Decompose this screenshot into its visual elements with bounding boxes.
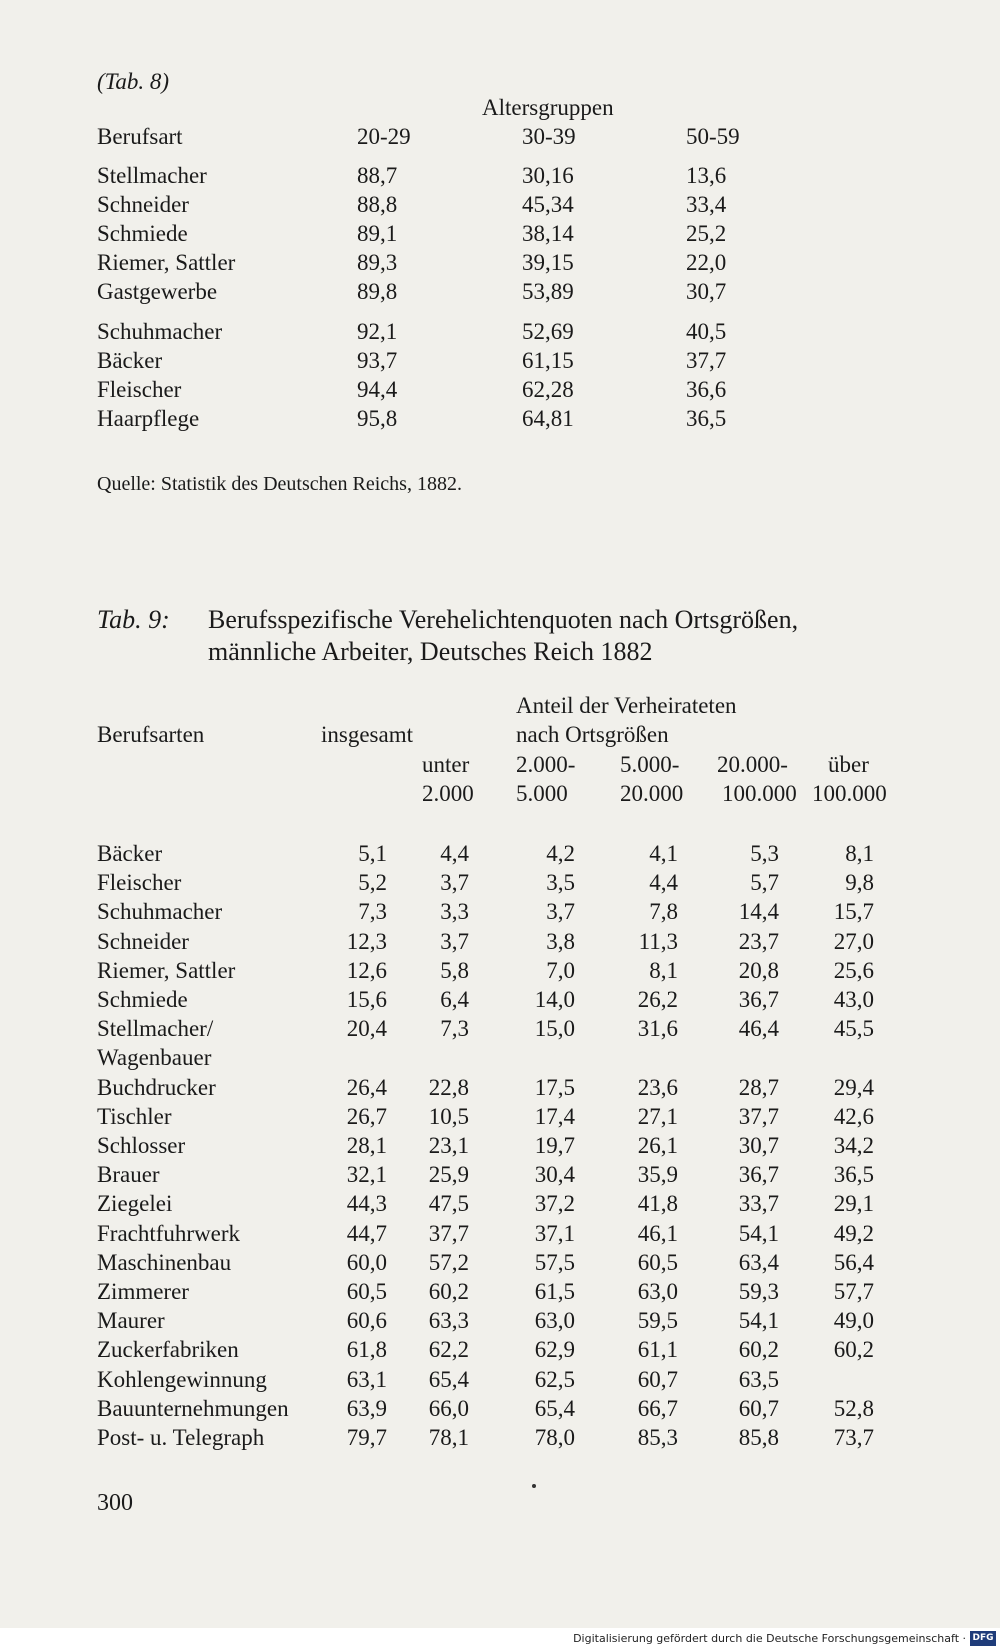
tab9-cell: 14,0 bbox=[534, 987, 575, 1012]
tab8-cell: 94,4 bbox=[357, 377, 398, 402]
tab9-cell: 14,4 bbox=[738, 899, 779, 924]
tab9-row-label: Bauunternehmungen bbox=[97, 1396, 289, 1421]
tab9-row-label: Schuhmacher bbox=[97, 899, 223, 924]
tab9-cell: 12,3 bbox=[346, 929, 387, 954]
tab9-cell: 26,2 bbox=[637, 987, 678, 1012]
tab9-cell: 78,1 bbox=[428, 1425, 469, 1450]
tab9-cell: 61,5 bbox=[534, 1279, 575, 1304]
tab9-row-label: Zuckerfabriken bbox=[97, 1337, 239, 1362]
tab9-cell: 3,7 bbox=[546, 899, 575, 924]
tab9-cell: 63,4 bbox=[738, 1250, 779, 1275]
tab9-row-label: Fleischer bbox=[97, 870, 182, 895]
tab9-cell: 27,0 bbox=[833, 929, 874, 954]
tab8-cell: 88,8 bbox=[357, 192, 398, 217]
tab8-cell: 45,34 bbox=[522, 192, 574, 217]
tab9-cell: 60,2 bbox=[428, 1279, 469, 1304]
tab9-cell: 5,8 bbox=[440, 958, 469, 983]
tab9-cell: 35,9 bbox=[637, 1162, 678, 1187]
tab9-cell: 5,7 bbox=[750, 870, 779, 895]
tab9-cell: 28,7 bbox=[738, 1075, 779, 1100]
tab9-cell: 15,6 bbox=[346, 987, 387, 1012]
tab9-row-label: Stellmacher/ bbox=[97, 1016, 214, 1041]
tab9-cell: 62,2 bbox=[428, 1337, 469, 1362]
tab9-cell: 25,9 bbox=[428, 1162, 469, 1187]
tab8-cell: 13,6 bbox=[686, 163, 727, 188]
tab9-cell: 6,4 bbox=[440, 987, 469, 1012]
tab9-cell: 65,4 bbox=[534, 1396, 575, 1421]
tab9-header-5000: 5.000 bbox=[516, 781, 568, 806]
tab9-cell: 3,7 bbox=[440, 929, 469, 954]
tab9-cell: 66,0 bbox=[428, 1396, 469, 1421]
tab8-header-50-59: 50-59 bbox=[686, 124, 740, 149]
tab9-cell: 60,7 bbox=[738, 1396, 779, 1421]
tab9-cell: 29,1 bbox=[833, 1191, 874, 1216]
tab8-cell: 89,3 bbox=[357, 250, 398, 275]
tab9-row-label: Maschinenbau bbox=[97, 1250, 232, 1275]
tab9-cell: 4,1 bbox=[649, 841, 678, 866]
tab9-cell: 63,1 bbox=[346, 1367, 387, 1392]
tab9-cell: 59,3 bbox=[738, 1279, 779, 1304]
tab9-title-line2: männliche Arbeiter, Deutsches Reich 1882 bbox=[208, 637, 653, 666]
tab9-cell: 15,0 bbox=[534, 1016, 575, 1041]
tab9-cell: 7,8 bbox=[649, 899, 678, 924]
tab9-cell: 44,3 bbox=[346, 1191, 387, 1216]
tab9-cell: 37,7 bbox=[428, 1221, 469, 1246]
tab9-cell: 42,6 bbox=[833, 1104, 874, 1129]
tab9-cell: 19,7 bbox=[534, 1133, 575, 1158]
tab9-cell: 60,5 bbox=[637, 1250, 678, 1275]
tab9-cell: 60,2 bbox=[738, 1337, 779, 1362]
tab8-cell: 30,7 bbox=[686, 279, 727, 304]
tab8-cell: 25,2 bbox=[686, 221, 727, 246]
tab8-row-label: Stellmacher bbox=[97, 163, 207, 188]
tab9-cell: 37,1 bbox=[534, 1221, 575, 1246]
tab8-row-label: Fleischer bbox=[97, 377, 182, 402]
tab9-cell: 63,0 bbox=[637, 1279, 678, 1304]
tab9-row-label: Tischler bbox=[97, 1104, 172, 1129]
tab9-label: Tab. 9: bbox=[97, 605, 170, 634]
tab9-header-ueber-100000: 100.000 bbox=[812, 781, 887, 806]
tab9-cell: 47,5 bbox=[428, 1191, 469, 1216]
tab9-cell: 85,8 bbox=[738, 1425, 779, 1450]
tab9-cell: 63,0 bbox=[534, 1308, 575, 1333]
tab9-cell: 23,7 bbox=[738, 929, 779, 954]
tab9-group-header-line1: Anteil der Verheirateten bbox=[516, 693, 737, 718]
tab9-row-label: Buchdrucker bbox=[97, 1075, 216, 1100]
tab8-cell: 36,5 bbox=[686, 406, 727, 431]
tab9-cell: 3,3 bbox=[440, 899, 469, 924]
tab9-cell: 46,1 bbox=[637, 1221, 678, 1246]
tab9-cell: 22,8 bbox=[428, 1075, 469, 1100]
tab9-cell: 5,1 bbox=[358, 841, 387, 866]
tab9-cell: 60,6 bbox=[346, 1308, 387, 1333]
tab9-row-label: Wagenbauer bbox=[97, 1045, 212, 1070]
tab9-cell: 59,5 bbox=[637, 1308, 678, 1333]
tab9-cell: 57,7 bbox=[833, 1279, 874, 1304]
page-mark bbox=[532, 1484, 536, 1488]
tab9-cell: 17,4 bbox=[534, 1104, 575, 1129]
tab9-title-line1: Berufsspezifische Verehelichtenquoten nach Ortsgrößen, bbox=[208, 605, 799, 634]
tab9-header-berufsarten: Berufsarten bbox=[97, 722, 205, 747]
tab9-cell: 66,7 bbox=[637, 1396, 678, 1421]
tab9-cell: 36,7 bbox=[738, 987, 779, 1012]
tab8-cell: 40,5 bbox=[686, 319, 727, 344]
tab9-cell: 57,5 bbox=[534, 1250, 575, 1275]
tab9-cell: 43,0 bbox=[833, 987, 874, 1012]
tab9-cell: 60,7 bbox=[637, 1367, 678, 1392]
tab8-cell: 39,15 bbox=[522, 250, 574, 275]
footer-bar bbox=[0, 1628, 1000, 1651]
tab9-row-label: Schneider bbox=[97, 929, 189, 954]
tab9-row-label: Brauer bbox=[97, 1162, 160, 1187]
tab9-cell: 63,5 bbox=[738, 1367, 779, 1392]
tab8-cell: 37,7 bbox=[686, 348, 727, 373]
tab8-row-label: Schuhmacher bbox=[97, 319, 223, 344]
tab9-cell: 56,4 bbox=[833, 1250, 874, 1275]
tab9-cell: 17,5 bbox=[534, 1075, 575, 1100]
tab9-cell: 79,7 bbox=[346, 1425, 387, 1450]
tab9-row-label: Maurer bbox=[97, 1308, 165, 1333]
tab9-header-insgesamt: insgesamt bbox=[321, 722, 413, 747]
tab9-cell: 27,1 bbox=[637, 1104, 678, 1129]
tab9-cell: 7,3 bbox=[440, 1016, 469, 1041]
tab8-row-label: Schneider bbox=[97, 192, 189, 217]
tab8-header-berufsart: Berufsart bbox=[97, 124, 183, 149]
tab9-cell: 20,8 bbox=[738, 958, 779, 983]
tab9-cell: 62,9 bbox=[534, 1337, 575, 1362]
tab9-cell: 4,4 bbox=[649, 870, 678, 895]
tab9-row-label: Schlosser bbox=[97, 1133, 186, 1158]
tab9-cell: 30,7 bbox=[738, 1133, 779, 1158]
tab8-cell: 93,7 bbox=[357, 348, 398, 373]
tab8-cell: 38,14 bbox=[522, 221, 574, 246]
tab9-cell: 85,3 bbox=[637, 1425, 678, 1450]
tab8-cell: 89,8 bbox=[357, 279, 398, 304]
tab9-header-20000-from: 20.000- bbox=[717, 752, 788, 777]
tab8-cell: 89,1 bbox=[357, 221, 398, 246]
tab9-row-label: Riemer, Sattler bbox=[97, 958, 236, 983]
tab9-row-label: Post- u. Telegraph bbox=[97, 1425, 265, 1450]
tab9-header-2000: 2.000- bbox=[516, 752, 576, 777]
tab8-cell: 30,16 bbox=[522, 163, 574, 188]
tab9-cell: 36,7 bbox=[738, 1162, 779, 1187]
tab9-cell: 7,0 bbox=[546, 958, 575, 983]
tab9-cell: 49,2 bbox=[833, 1221, 874, 1246]
tab9-cell: 25,6 bbox=[833, 958, 874, 983]
tab8-cell: 36,6 bbox=[686, 377, 727, 402]
tab9-cell: 23,1 bbox=[428, 1133, 469, 1158]
tab9-cell: 37,7 bbox=[738, 1104, 779, 1129]
tab9-header-unter: unter bbox=[422, 752, 470, 777]
tab8-row-label: Riemer, Sattler bbox=[97, 250, 236, 275]
tab9-cell: 34,2 bbox=[833, 1133, 874, 1158]
tab8-header-30-39: 30-39 bbox=[522, 124, 576, 149]
tab9-cell: 46,4 bbox=[738, 1016, 779, 1041]
tab8-cell: 64,81 bbox=[522, 406, 574, 431]
footer-text: Digitalisierung gefördert durch die Deutsche Forschungsgemeinschaft · bbox=[573, 1632, 966, 1645]
tab9-cell: 11,3 bbox=[638, 929, 678, 954]
dfg-logo-icon: DFG bbox=[970, 1631, 996, 1646]
tab9-row-label: Schmiede bbox=[97, 987, 188, 1012]
tab9-row-label: Bäcker bbox=[97, 841, 163, 866]
tab9-cell: 23,6 bbox=[637, 1075, 678, 1100]
tab9-cell: 61,8 bbox=[346, 1337, 387, 1362]
tab9-cell: 54,1 bbox=[738, 1221, 779, 1246]
tab9-header-20000: 20.000 bbox=[620, 781, 684, 806]
tab8-group-header: Altersgruppen bbox=[482, 95, 614, 120]
tab9-cell: 78,0 bbox=[534, 1425, 575, 1450]
tab8-cell: 53,89 bbox=[522, 279, 574, 304]
tab9-row-label: Kohlengewinnung bbox=[97, 1367, 267, 1392]
tab8-cell: 22,0 bbox=[686, 250, 727, 275]
tab9-cell: 65,4 bbox=[428, 1367, 469, 1392]
tab8-cell: 88,7 bbox=[357, 163, 398, 188]
tab8-cell: 92,1 bbox=[357, 319, 398, 344]
tab9-header-100000: 100.000 bbox=[722, 781, 797, 806]
tab9-row-label: Frachtfuhrwerk bbox=[97, 1221, 241, 1246]
tab8-cell: 52,69 bbox=[522, 319, 574, 344]
tab9-cell: 7,3 bbox=[358, 899, 387, 924]
tab9-cell: 30,4 bbox=[534, 1162, 575, 1187]
tab9-cell: 5,2 bbox=[358, 870, 387, 895]
tab9-row-label: Zimmerer bbox=[97, 1279, 189, 1304]
page-number: 300 bbox=[97, 1490, 133, 1516]
tab9-cell: 26,1 bbox=[637, 1133, 678, 1158]
tab9-row-label: Ziegelei bbox=[97, 1191, 173, 1216]
tab9-cell: 26,4 bbox=[346, 1075, 387, 1100]
tab8-row-label: Haarpflege bbox=[97, 406, 200, 431]
tab9-cell: 31,6 bbox=[637, 1016, 678, 1041]
tab9-cell: 8,1 bbox=[845, 841, 874, 866]
tab8-cell: 33,4 bbox=[686, 192, 727, 217]
tab9-cell: 45,5 bbox=[833, 1016, 874, 1041]
tab9-cell: 41,8 bbox=[637, 1191, 678, 1216]
tab8-source: Quelle: Statistik des Deutschen Reichs, 1882. bbox=[97, 473, 462, 495]
tab9-cell: 36,5 bbox=[833, 1162, 874, 1187]
tab9-cell: 73,7 bbox=[833, 1425, 874, 1450]
tab9-cell: 54,1 bbox=[738, 1308, 779, 1333]
tab9-cell: 60,5 bbox=[346, 1279, 387, 1304]
tab9-header-5000-from: 5.000- bbox=[620, 752, 680, 777]
tab9-cell: 61,1 bbox=[637, 1337, 678, 1362]
tab9-cell: 37,2 bbox=[534, 1191, 575, 1216]
tab9-cell: 60,2 bbox=[833, 1337, 874, 1362]
tab9-cell: 63,9 bbox=[346, 1396, 387, 1421]
tab9-cell: 15,7 bbox=[833, 899, 874, 924]
tab9-cell: 10,5 bbox=[428, 1104, 469, 1129]
tab9-cell: 49,0 bbox=[833, 1308, 874, 1333]
tab9-cell: 4,2 bbox=[546, 841, 575, 866]
tab8-header-20-29: 20-29 bbox=[357, 124, 411, 149]
tab9-cell: 3,5 bbox=[546, 870, 575, 895]
tab9-cell: 8,1 bbox=[649, 958, 678, 983]
tab8-row-label: Schmiede bbox=[97, 221, 188, 246]
tab9-cell: 3,8 bbox=[546, 929, 575, 954]
tab9-cell: 62,5 bbox=[534, 1367, 575, 1392]
tab9-cell: 57,2 bbox=[428, 1250, 469, 1275]
tab9-cell: 52,8 bbox=[833, 1396, 874, 1421]
tab9-cell: 4,4 bbox=[440, 841, 469, 866]
tab9-header-ueber: über bbox=[828, 752, 869, 777]
tab9-cell: 44,7 bbox=[346, 1221, 387, 1246]
tab9-cell: 3,7 bbox=[440, 870, 469, 895]
tab9-header-unter-value: 2.000 bbox=[422, 781, 474, 806]
tab8-label: (Tab. 8) bbox=[97, 69, 169, 94]
tab9-cell: 32,1 bbox=[346, 1162, 387, 1187]
tab9-group-header-line2: nach Ortsgrößen bbox=[516, 722, 669, 747]
tab9-cell: 20,4 bbox=[346, 1016, 387, 1041]
tab9-cell: 9,8 bbox=[845, 870, 874, 895]
tab9-cell: 29,4 bbox=[833, 1075, 874, 1100]
tab9-cell: 5,3 bbox=[750, 841, 779, 866]
tab9-cell: 33,7 bbox=[738, 1191, 779, 1216]
tab8-row-label: Bäcker bbox=[97, 348, 163, 373]
tab8-cell: 61,15 bbox=[522, 348, 574, 373]
tab8-row-label: Gastgewerbe bbox=[97, 279, 218, 304]
tab9-cell: 12,6 bbox=[346, 958, 387, 983]
tab8-cell: 62,28 bbox=[522, 377, 574, 402]
tab9-cell: 26,7 bbox=[346, 1104, 387, 1129]
tab9-cell: 63,3 bbox=[428, 1308, 469, 1333]
tab8-cell: 95,8 bbox=[357, 406, 398, 431]
tab9-cell: 28,1 bbox=[346, 1133, 387, 1158]
tab9-cell: 60,0 bbox=[346, 1250, 387, 1275]
